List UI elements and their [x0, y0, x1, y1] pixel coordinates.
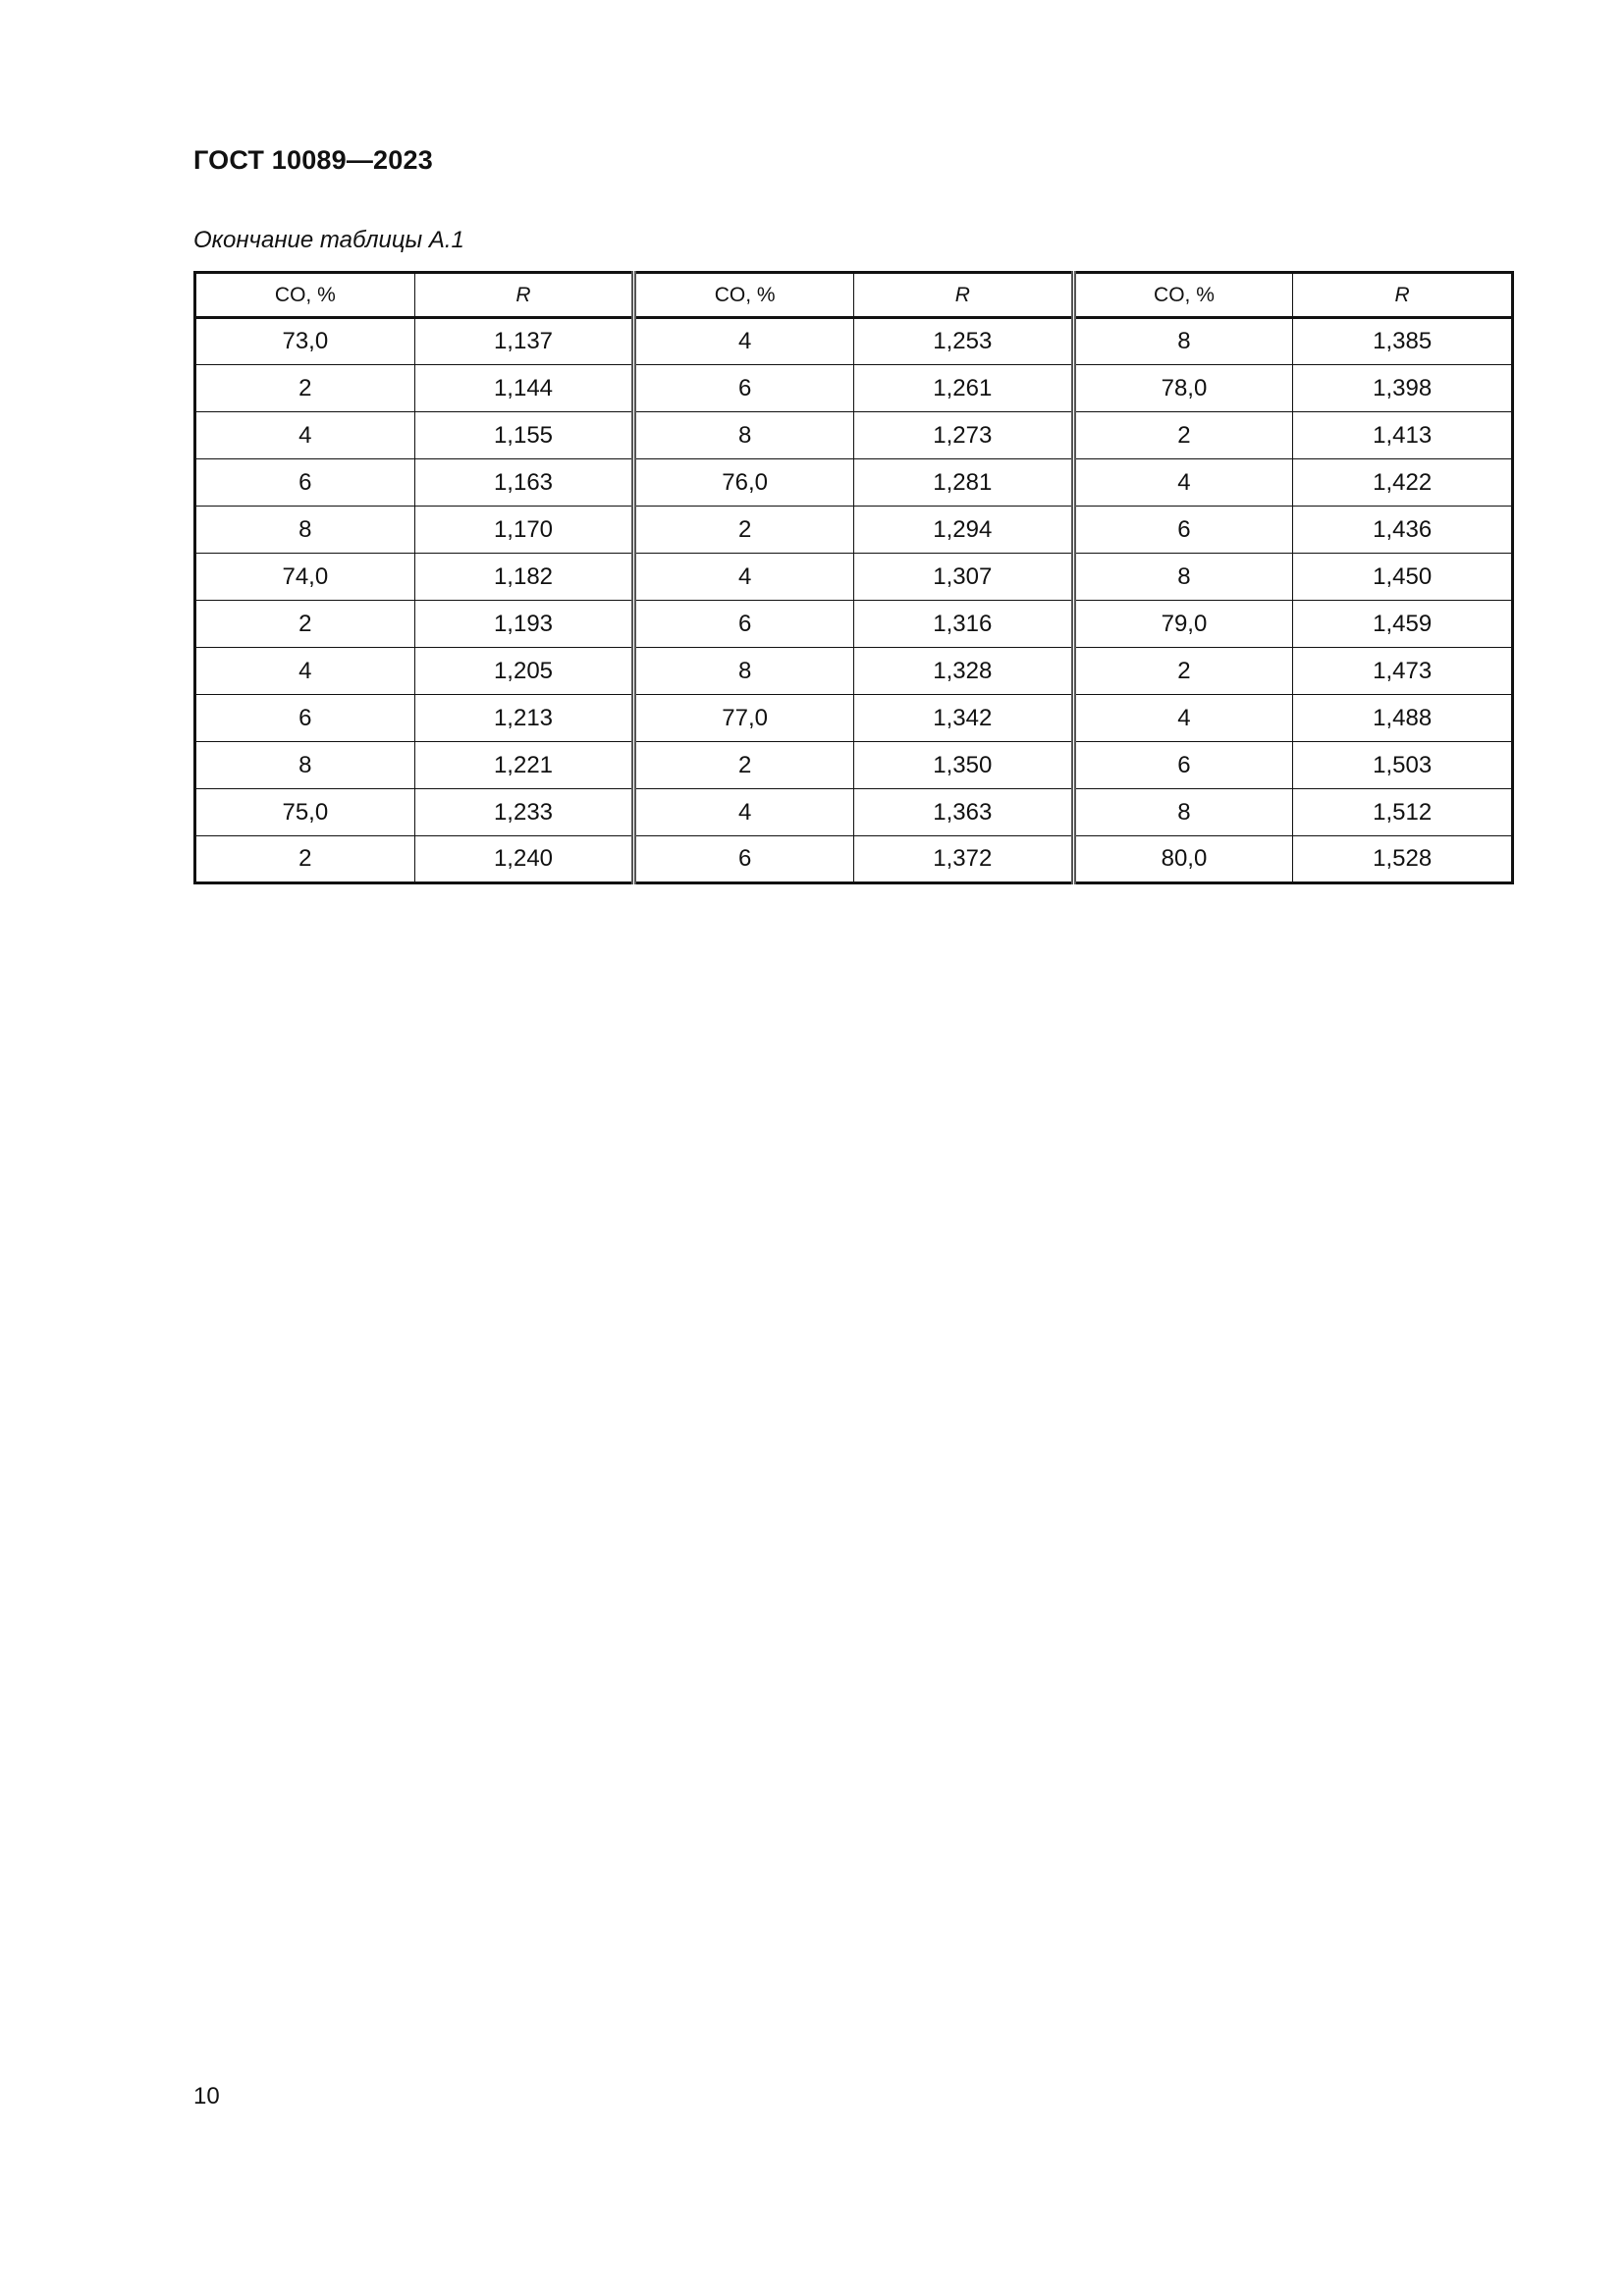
table-row — [195, 789, 1513, 836]
table-row — [195, 695, 1513, 742]
cell-co-percent: 4 — [634, 789, 854, 836]
cell-r-value: 1,459 — [1293, 601, 1513, 648]
cell-r-value: 1,273 — [853, 412, 1073, 459]
cell-r-value: 1,294 — [853, 507, 1073, 554]
cell-r-value: 1,436 — [1293, 507, 1513, 554]
cell-r-value: 1,307 — [853, 554, 1073, 601]
cell-co-percent: 78,0 — [1073, 365, 1293, 412]
cell-r-value: 1,422 — [1293, 459, 1513, 507]
cell-r-value: 1,193 — [414, 601, 634, 648]
cell-r-value: 1,221 — [414, 742, 634, 789]
document-header: ГОСТ 10089—2023 — [193, 145, 433, 175]
cell-r-value: 1,488 — [1293, 695, 1513, 742]
cell-co-percent: 2 — [195, 836, 415, 883]
cell-r-value: 1,281 — [853, 459, 1073, 507]
cell-co-percent: 6 — [634, 601, 854, 648]
cell-co-percent: 76,0 — [634, 459, 854, 507]
cell-r-value: 1,205 — [414, 648, 634, 695]
cell-r-value: 1,137 — [414, 318, 634, 365]
table-row — [195, 648, 1513, 695]
table-row — [195, 836, 1513, 883]
cell-co-percent: 74,0 — [195, 554, 415, 601]
cell-r-value: 1,182 — [414, 554, 634, 601]
cell-co-percent: 8 — [1073, 554, 1293, 601]
cell-co-percent: 8 — [195, 742, 415, 789]
header-row — [195, 273, 1513, 318]
cell-co-percent: 4 — [634, 318, 854, 365]
cell-co-percent: 4 — [195, 648, 415, 695]
cell-co-percent: 2 — [634, 507, 854, 554]
cell-r-value: 1,342 — [853, 695, 1073, 742]
column-header-co: CO, % — [634, 273, 854, 318]
table-row — [195, 554, 1513, 601]
cell-co-percent: 8 — [634, 648, 854, 695]
cell-co-percent: 2 — [1073, 648, 1293, 695]
cell-co-percent: 8 — [634, 412, 854, 459]
cell-co-percent: 8 — [195, 507, 415, 554]
cell-co-percent: 8 — [1073, 318, 1293, 365]
cell-co-percent: 4 — [634, 554, 854, 601]
column-header-r: R — [1293, 273, 1513, 318]
page-number: 10 — [193, 2083, 220, 2109]
cell-r-value: 1,170 — [414, 507, 634, 554]
cell-r-value: 1,363 — [853, 789, 1073, 836]
table-row — [195, 601, 1513, 648]
column-header-r: R — [853, 273, 1073, 318]
table-header — [195, 273, 1513, 318]
table-caption: Окончание таблицы А.1 — [193, 227, 464, 253]
cell-r-value: 1,350 — [853, 742, 1073, 789]
cell-r-value: 1,163 — [414, 459, 634, 507]
cell-r-value: 1,528 — [1293, 836, 1513, 883]
cell-co-percent: 6 — [1073, 507, 1293, 554]
table-row — [195, 365, 1513, 412]
cell-co-percent: 75,0 — [195, 789, 415, 836]
cell-r-value: 1,398 — [1293, 365, 1513, 412]
table-row — [195, 459, 1513, 507]
column-header-co: CO, % — [1073, 273, 1293, 318]
cell-r-value: 1,233 — [414, 789, 634, 836]
cell-co-percent: 2 — [1073, 412, 1293, 459]
data-table — [193, 271, 1514, 884]
cell-r-value: 1,328 — [853, 648, 1073, 695]
cell-r-value: 1,155 — [414, 412, 634, 459]
cell-r-value: 1,253 — [853, 318, 1073, 365]
cell-co-percent: 2 — [195, 365, 415, 412]
table-row — [195, 507, 1513, 554]
cell-r-value: 1,261 — [853, 365, 1073, 412]
cell-r-value: 1,450 — [1293, 554, 1513, 601]
cell-r-value: 1,503 — [1293, 742, 1513, 789]
cell-co-percent: 6 — [195, 695, 415, 742]
cell-co-percent: 77,0 — [634, 695, 854, 742]
cell-r-value: 1,240 — [414, 836, 634, 883]
cell-co-percent: 8 — [1073, 789, 1293, 836]
cell-r-value: 1,473 — [1293, 648, 1513, 695]
cell-r-value: 1,372 — [853, 836, 1073, 883]
cell-r-value: 1,213 — [414, 695, 634, 742]
table-row — [195, 742, 1513, 789]
cell-co-percent: 73,0 — [195, 318, 415, 365]
cell-r-value: 1,385 — [1293, 318, 1513, 365]
cell-r-value: 1,316 — [853, 601, 1073, 648]
cell-r-value: 1,413 — [1293, 412, 1513, 459]
cell-co-percent: 6 — [634, 836, 854, 883]
cell-r-value: 1,512 — [1293, 789, 1513, 836]
table-row — [195, 412, 1513, 459]
table-body — [195, 318, 1513, 883]
cell-co-percent: 79,0 — [1073, 601, 1293, 648]
cell-co-percent: 6 — [195, 459, 415, 507]
table-row — [195, 318, 1513, 365]
cell-co-percent: 2 — [195, 601, 415, 648]
cell-r-value: 1,144 — [414, 365, 634, 412]
cell-co-percent: 4 — [1073, 695, 1293, 742]
cell-co-percent: 4 — [1073, 459, 1293, 507]
cell-co-percent: 2 — [634, 742, 854, 789]
cell-co-percent: 80,0 — [1073, 836, 1293, 883]
cell-co-percent: 6 — [634, 365, 854, 412]
column-header-co: CO, % — [195, 273, 415, 318]
column-header-r: R — [414, 273, 634, 318]
cell-co-percent: 4 — [195, 412, 415, 459]
cell-co-percent: 6 — [1073, 742, 1293, 789]
